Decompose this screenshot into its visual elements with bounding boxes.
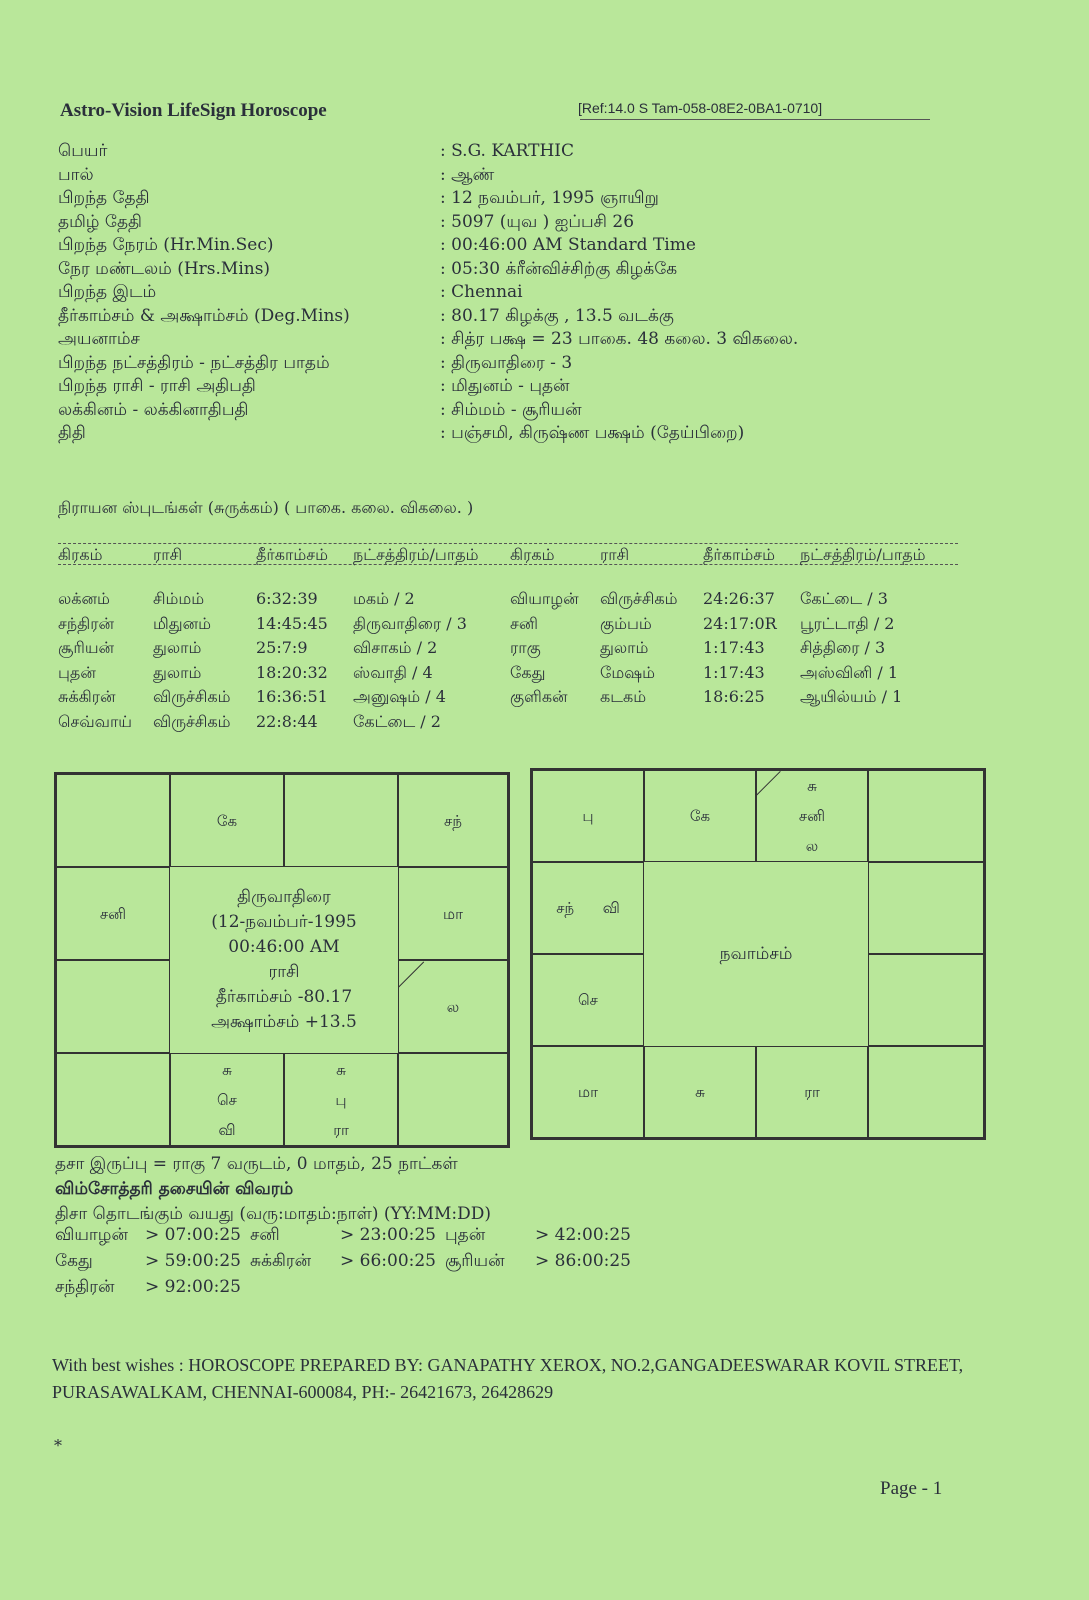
- table-cell: 1:17:43: [703, 638, 765, 657]
- navamsa-house: [644, 770, 756, 862]
- table-cell: செவ்வாய்: [58, 711, 133, 731]
- table-cell: மிதுனம்: [153, 613, 212, 633]
- info-row: [58, 399, 958, 423]
- info-value: : 05:30 க்ரீன்விச்சிற்கு கிழக்கே: [440, 258, 678, 279]
- planet-label: பு: [582, 807, 594, 825]
- dasa-age: > 42:00:25: [535, 1225, 631, 1245]
- table-cell: அனுஷம் / 4: [353, 687, 446, 706]
- info-label: பிறந்த ராசி - ராசி அதிபதி: [58, 376, 256, 396]
- info-row: [58, 164, 958, 188]
- dasa-age: > 59:00:25: [145, 1251, 241, 1271]
- dasa-age: > 86:00:25: [535, 1251, 631, 1271]
- rasi-house: [56, 960, 170, 1053]
- table-cell: கேட்டை / 2: [353, 711, 441, 731]
- dasa-planet: புதன்: [445, 1225, 486, 1245]
- table-cell: 22:8:44: [256, 711, 318, 731]
- info-value: : திருவாதிரை - 3: [440, 352, 573, 373]
- table-rule-top: [58, 543, 958, 544]
- info-row: [58, 352, 958, 376]
- info-label: திதி: [58, 423, 86, 443]
- center-text: திருவாதிரை: [237, 887, 331, 907]
- dasa-row: [55, 1248, 640, 1274]
- dasa-age: > 23:00:25: [340, 1225, 436, 1245]
- table-cell: 6:32:39: [256, 589, 318, 608]
- dasa-planet: சந்திரன்: [55, 1277, 115, 1297]
- footer-asterisk: *: [54, 1436, 62, 1455]
- rasi-house: [398, 774, 508, 867]
- birth-details: [58, 140, 958, 446]
- table-cell: மேஷம்: [600, 662, 656, 682]
- table-cell: விசாகம் / 2: [353, 638, 438, 657]
- rasi-chart: [54, 772, 510, 1148]
- center-text: (12-நவம்பர்-1995: [211, 912, 357, 932]
- planet-label: ல: [805, 837, 819, 855]
- planet-label: சு: [336, 1060, 346, 1079]
- table-cell: புதன்: [58, 662, 96, 682]
- table-header-row: [58, 545, 978, 565]
- column-header: ராசி: [153, 545, 183, 564]
- navamsa-house: [532, 954, 644, 1046]
- info-label: தமிழ் தேதி: [58, 211, 142, 232]
- table-cell: கும்பம்: [600, 613, 652, 633]
- rasi-house: [284, 774, 398, 867]
- dasa-planet: சூரியன்: [445, 1251, 505, 1271]
- planet-label: கே: [689, 807, 711, 825]
- table-cell: 16:36:51: [256, 687, 328, 706]
- navamsa-house: [868, 954, 984, 1046]
- dasa-planet: வியாழன்: [55, 1225, 128, 1245]
- rasi-house: [56, 867, 170, 960]
- table-cell: சிம்மம்: [153, 589, 205, 608]
- navamsa-house: [868, 770, 984, 862]
- table-cell: துலாம்: [600, 638, 649, 657]
- dasa-heading: விம்சோத்தரி தசையின் விவரம்: [55, 1179, 294, 1199]
- rasi-house: [398, 960, 508, 1053]
- info-label: பிறந்த நேரம் (Hr.Min.Sec): [58, 235, 274, 255]
- info-row: [58, 375, 958, 399]
- info-label: பிறந்த இடம்: [58, 282, 157, 302]
- column-header: கிரகம்: [58, 545, 103, 564]
- info-row: [58, 140, 958, 164]
- info-value: : Chennai: [440, 282, 523, 302]
- planet-label: சனி: [99, 904, 127, 923]
- dasa-age: > 66:00:25: [340, 1251, 436, 1271]
- table-cell: 1:17:43: [703, 662, 765, 682]
- dasa-balance: தசா இருப்பு = ராகு 7 வருடம், 0 மாதம், 25 நாட்கள்: [55, 1154, 458, 1174]
- info-row: [58, 305, 958, 329]
- planet-label: பு: [335, 1090, 347, 1109]
- navamsa-house: [868, 1046, 984, 1138]
- info-row: [58, 234, 958, 258]
- info-label: தீர்காம்சம் & அக்ஷாம்சம் (Deg.Mins): [58, 305, 350, 326]
- center-text: அக்ஷாம்சம் +13.5: [211, 1012, 357, 1032]
- document-title: Astro-Vision LifeSign Horoscope: [60, 100, 327, 121]
- table-cell: 14:45:45: [256, 613, 328, 633]
- info-value: : சிம்மம் - சூரியன்: [440, 399, 582, 420]
- planet-label: ரா: [804, 1083, 820, 1101]
- table-cell: விருச்சிகம்: [153, 711, 231, 731]
- info-label: லக்கினம் - லக்கினாதிபதி: [58, 399, 249, 420]
- dasa-planet: சுக்கிரன்: [250, 1251, 312, 1271]
- info-value: : 12 நவம்பர், 1995 ஞாயிறு: [440, 188, 659, 208]
- center-text: நவாம்சம்: [719, 943, 793, 964]
- table-cell: திருவாதிரை / 3: [353, 613, 467, 633]
- planet-label: மா: [443, 904, 463, 923]
- table-cell: ஸ்வாதி / 4: [353, 662, 433, 682]
- table-cell: 24:17:0R: [703, 613, 777, 633]
- table-cell: சுக்கிரன்: [58, 687, 116, 706]
- rasi-house: [56, 774, 170, 867]
- planet-label: வி: [218, 1120, 236, 1139]
- info-row: [58, 211, 958, 235]
- prepared-by: With best wishes : HOROSCOPE PREPARED BY: GANAPATHY XEROX, NO.2,GANGADEESWARAR KOVIL STREET, PURASAWALKAM, CHENNAI-600084, PH:- 26421673, 26428629: [52, 1355, 964, 1402]
- navamsa-chart: [530, 768, 986, 1140]
- info-value: : 5097 (யுவ ) ஐப்பசி 26: [440, 211, 635, 232]
- info-label: பிறந்த நட்சத்திரம் - நட்சத்திர பாதம்: [58, 352, 330, 373]
- info-row: [58, 258, 958, 282]
- rasi-house: [56, 1053, 170, 1146]
- table-cell: கடகம்: [600, 687, 647, 706]
- dasa-row: [55, 1222, 640, 1248]
- planet-label: மா: [578, 1083, 598, 1101]
- table-cell: சித்திரை / 3: [800, 638, 886, 657]
- info-row: [58, 281, 958, 305]
- dasa-age: > 07:00:25: [145, 1225, 241, 1245]
- rasi-center: [170, 867, 398, 1053]
- center-text: தீர்காம்சம் -80.17: [215, 987, 353, 1007]
- info-label: பிறந்த தேதி: [58, 188, 150, 208]
- table-cell: கேட்டை / 3: [800, 589, 888, 608]
- table-row: [58, 636, 978, 661]
- rasi-house: [398, 1053, 508, 1146]
- center-text: ராசி: [268, 962, 300, 982]
- column-header: தீர்காம்சம்: [256, 545, 328, 564]
- table-cell: விருச்சிகம்: [600, 589, 678, 608]
- navamsa-house: [532, 862, 644, 954]
- column-header: தீர்காம்சம்: [703, 545, 775, 564]
- info-row: [58, 422, 958, 446]
- planet-label: ல: [446, 997, 460, 1016]
- rasi-house: [284, 1053, 398, 1146]
- table-row: [58, 661, 978, 686]
- header-rule: [580, 119, 930, 120]
- table-cell: சந்திரன்: [58, 613, 115, 633]
- dasa-row: [55, 1274, 640, 1300]
- rasi-house: [398, 867, 508, 960]
- table-row: [58, 685, 978, 710]
- dasa-planet: சனி: [250, 1225, 280, 1245]
- planet-label: ரா: [333, 1120, 349, 1139]
- info-row: [58, 328, 958, 352]
- page-number: Page - 1: [880, 1478, 943, 1499]
- table-cell: துலாம்: [153, 638, 202, 657]
- table-cell: 25:7:9: [256, 638, 308, 657]
- info-value: : 00:46:00 AM Standard Time: [440, 235, 696, 255]
- rasi-house: [170, 1053, 284, 1146]
- table-cell: மகம் / 2: [353, 589, 415, 608]
- planet-label: செ: [578, 991, 598, 1009]
- table-cell: குளிகன்: [510, 687, 568, 706]
- column-header: ராசி: [600, 545, 630, 564]
- column-header: நட்சத்திரம்/பாதம்: [353, 545, 479, 564]
- planet-label: சந் வி: [556, 899, 620, 917]
- table-cell: ராகு: [510, 638, 541, 657]
- column-header: நட்சத்திரம்/பாதம்: [800, 545, 926, 564]
- table-row: [58, 587, 978, 612]
- table-cell: அஸ்வினி / 1: [800, 662, 899, 682]
- info-value: : ஆண்: [440, 164, 495, 185]
- navamsa-center: [644, 862, 868, 1046]
- info-value: : 80.17 கிழக்கு , 13.5 வடக்கு: [440, 305, 674, 326]
- navamsa-house: [756, 1046, 868, 1138]
- info-row: [58, 187, 958, 211]
- planet-positions-table: [58, 545, 978, 734]
- table-cell: துலாம்: [153, 662, 202, 682]
- dasa-planet: கேது: [55, 1251, 93, 1271]
- table-cell: சூரியன்: [58, 638, 115, 657]
- column-header: கிரகம்: [510, 545, 555, 564]
- table-cell: 18:6:25: [703, 687, 765, 706]
- navamsa-house: [532, 770, 644, 862]
- navamsa-house: [532, 1046, 644, 1138]
- rasi-house: [170, 774, 284, 867]
- table-row: [58, 612, 978, 637]
- table-cell: கேது: [510, 662, 546, 682]
- dasa-table: [55, 1222, 640, 1300]
- info-value: : மிதுனம் - புதன்: [440, 376, 570, 396]
- table-cell: வியாழன்: [510, 589, 579, 608]
- positions-title: நிராயன ஸ்புடங்கள் (சுருக்கம்) ( பாகை. கலை. விகலை. ): [58, 498, 474, 517]
- info-value: : S.G. KARTHIC: [440, 141, 575, 161]
- planet-label: சனி: [798, 807, 826, 825]
- reference-code: [Ref:14.0 S Tam-058-08E2-0BA1-0710]: [578, 100, 823, 116]
- planet-label: கே: [216, 811, 238, 830]
- table-cell: ஆயில்யம் / 1: [800, 687, 903, 706]
- info-value: : சித்ர பக்ஷ = 23 பாகை. 48 கலை. 3 விகலை.: [440, 329, 799, 349]
- info-label: அயனாம்ச: [58, 329, 140, 349]
- dasa-subheading: திசா தொடங்கும் வயது (வரு:மாதம்:நாள்) (YY:MM:DD): [55, 1204, 492, 1224]
- center-text: 00:46:00 AM: [228, 937, 340, 957]
- table-cell: சனி: [510, 613, 538, 633]
- info-label: பெயர்: [58, 141, 108, 161]
- info-value: : பஞ்சமி, கிருஷ்ண பக்ஷம் (தேய்பிறை): [440, 423, 745, 443]
- table-cell: 24:26:37: [703, 589, 775, 608]
- info-label: பால்: [58, 164, 94, 185]
- table-cell: லக்னம்: [58, 589, 110, 608]
- planet-label: செ: [217, 1090, 237, 1109]
- table-cell: 18:20:32: [256, 662, 328, 682]
- table-cell: பூரட்டாதி / 2: [800, 613, 895, 633]
- table-row: [58, 710, 978, 735]
- dasa-summary: [55, 1152, 491, 1227]
- dasa-age: > 92:00:25: [145, 1277, 241, 1297]
- navamsa-house: [756, 770, 868, 862]
- info-label: நேர மண்டலம் (Hrs.Mins): [58, 258, 271, 279]
- planet-label: சு: [695, 1083, 705, 1101]
- table-cell: விருச்சிகம்: [153, 687, 231, 706]
- planet-label: சந்: [444, 811, 462, 830]
- planet-label: சு: [807, 777, 817, 795]
- navamsa-house: [644, 1046, 756, 1138]
- navamsa-house: [868, 862, 984, 954]
- planet-label: சு: [222, 1060, 232, 1079]
